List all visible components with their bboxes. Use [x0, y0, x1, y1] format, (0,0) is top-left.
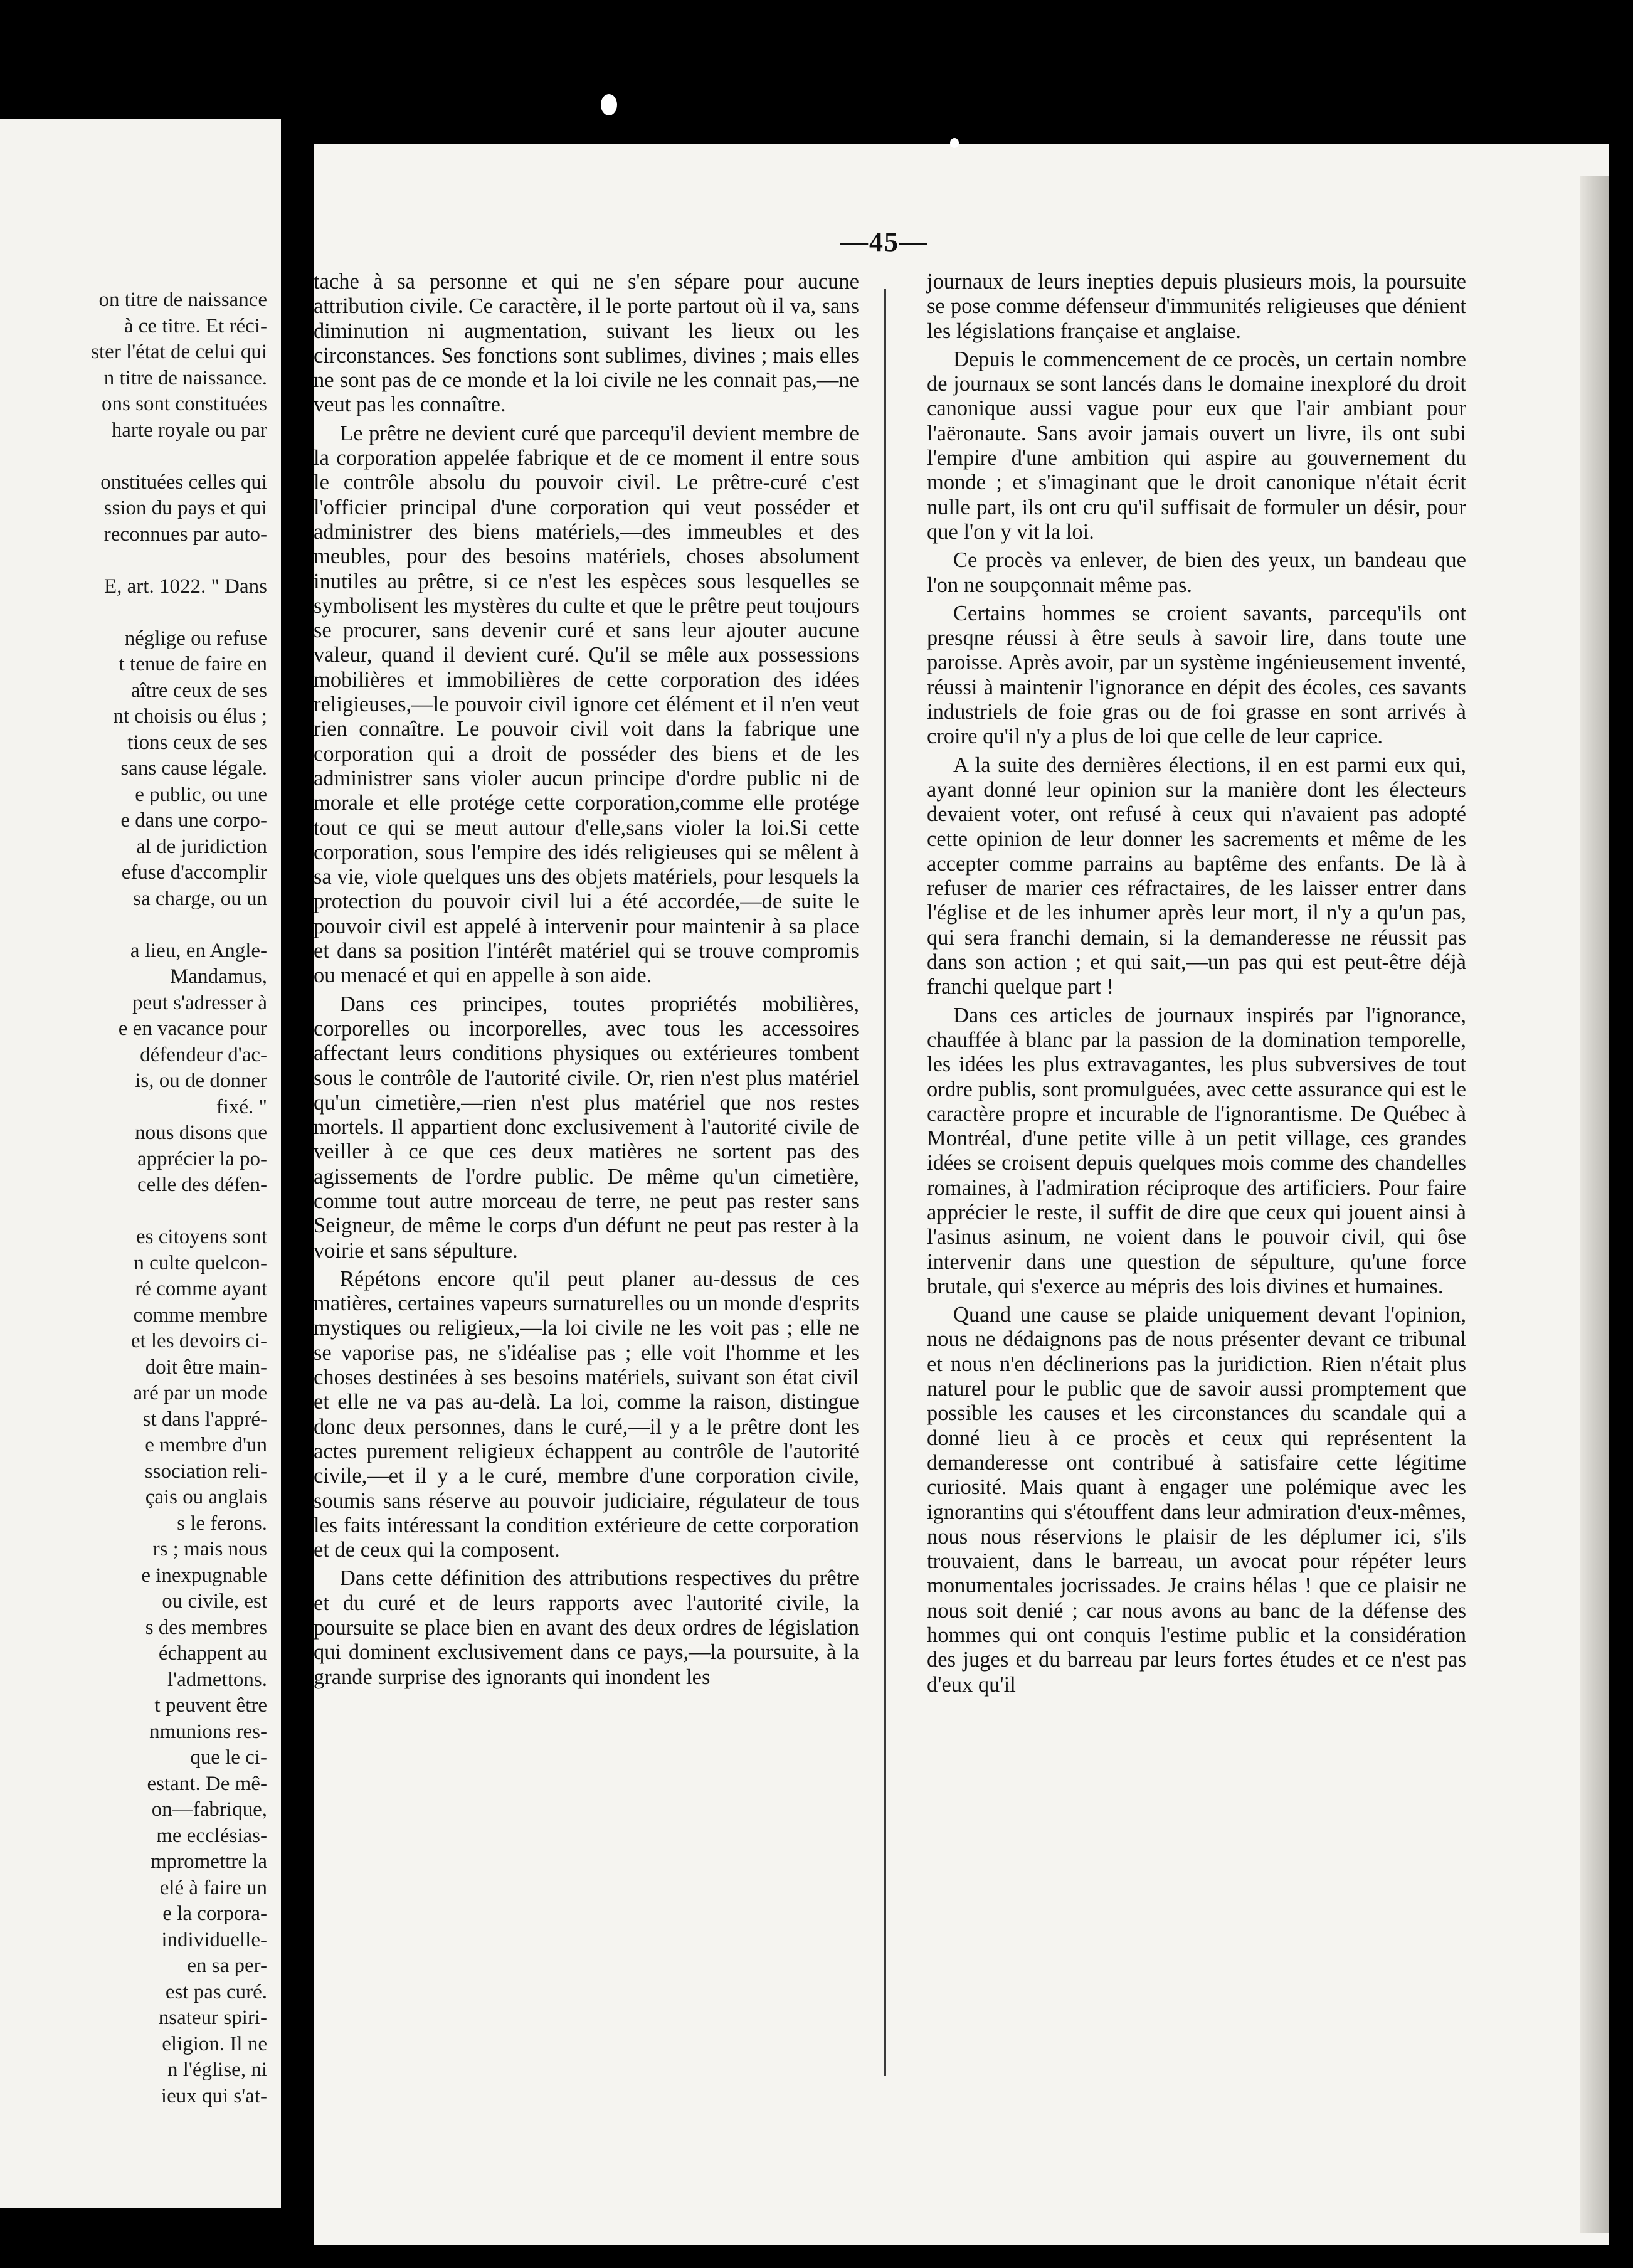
- fragment-line: individuelle-: [161, 1928, 267, 1951]
- fragment-line: efuse d'accomplir: [121, 861, 267, 884]
- fragment-line: néglige ou refuse: [124, 627, 267, 650]
- fragment-line: et les devoirs ci-: [130, 1330, 267, 1352]
- fragment-line: s des membres: [145, 1616, 267, 1639]
- paragraph: Le prêtre ne devient curé que parcequ'il devient membre de la corporation appelée fabrique et de ce moment il entre sous le contrôle absolu du pouvoir civil. Le prêtre-curé c'est l'officier principal d'une corporation qui veut posséder et administrer des biens matériels,—des immeubles et des meubles, pour des besoins matériels, choses absolument inutiles au prêtre, si ce n'est les espèces sous lesquelles se symbolisent les mystères du culte et que le prêtre peut toujours se procurer, sans devenir curé et sans leur ajouter aucune valeur, quand il devient curé. Qu'il se mêle aux possessions mobilières et immobilières de cette corporation des idées religieuses,—le pouvoir civil ignore cet élément et il n'en veut rien connaître. Le pouvoir civil voit dans la fabrique une corporation qui a droit de posséder des biens et de les administrer sans violer aucun principe d'ordre public ni de morale et elle protége cette corporation,comme elle protége tout ce qui se meut autour d'elle,sans violer la loi.Si cette corporation, sous l'empire des idés religieuses qui se mêlent à sa vie, viole quelques uns des objets matériels, pour lesquels la protection du pouvoir civil lui a été accordée,—de suite le pouvoir civil est appelé à intervenir pour maintenir à sa place et dans sa position l'intérêt matériel qui se trouve compromis ou menacé et qui en appelle à son aide.: [314, 421, 859, 988]
- fragment-line: n l'église, ni: [167, 2059, 267, 2081]
- fragment-line: e public, ou une: [135, 783, 267, 806]
- fragment-line: échappent au: [158, 1642, 267, 1665]
- fragment-line: s le ferons.: [177, 1512, 267, 1535]
- fragment-line: e dans une corpo-: [120, 809, 267, 832]
- fragment-line: me ecclésias-: [156, 1824, 267, 1847]
- fragment-line: on titre de naissance: [98, 289, 267, 311]
- fragment-line: reconnues par auto-: [103, 522, 267, 546]
- fragment-line: on—fabrique,: [151, 1798, 267, 1821]
- fragment-line: eligion. Il ne: [162, 2032, 267, 2055]
- fragment-line: celle des défen-: [137, 1174, 267, 1196]
- fragment-line: t tenue de faire en: [119, 653, 267, 676]
- fragment-line: al de juridiction: [136, 835, 267, 858]
- paragraph: Quand une cause se plaide uniquement devant l'opinion, nous ne dédaignons pas de nous présenter devant ce tribunal et nous n'en déclinerions pas la juridiction. Rien n'était plus naturel pour le public que de savoir aussi promptement que possible les causes et les circonstances du scandale qui a donné lieu à ce procès et ceux qui représentent la demanderesse ont contribué à satisfaire cette légitime curiosité. Mais quant à engager une polémique avec les ignorantins qui s'étouffent dans leur admiration d'eux-mêmes, nous nous réservions le plaisir de les déplumer ici, s'ils trouvaient, dans le barreau, un avocat pour répéter leurs monumentales jocrissades. Je crains hélas ! que ce plaisir ne nous soit denié ; car nous avons au banc de la défense des hommes qui ont conquis l'estime public et la considération des juges et du barreau par leurs fortes études et ce n'est pas d'eux qu'il: [927, 1303, 1466, 1697]
- left-page-fragment: [0, 119, 281, 2208]
- fragment-line: ons sont constituées: [102, 393, 267, 415]
- fragment-line: Mandamus,: [170, 965, 267, 988]
- fragment-line: sa charge, ou un: [133, 887, 267, 910]
- fragment-line: t peuvent être: [154, 1694, 267, 1717]
- fragment-line: défendeur d'ac-: [140, 1043, 267, 1066]
- paragraph: Depuis le commencement de ce procès, un certain nombre de journaux se sont lancés dans le domaine inexploré du droit canonique aussi vague pour eux que l'air ambiant pour l'aëronaute. Sans avoir jamais ouvert un livre, ils ont subi l'empire d'une ambition qui aspire au gouvernement du monde ; et s'imaginant que le droit canonique n'était écrit nulle part, ils ont cru qu'il suffisait de formuler un désir, pour que l'on y vit la loi.: [927, 347, 1466, 544]
- paragraph: A la suite des dernières élections, il en est parmi eux qui, ayant donné leur opinion sur la manière dont les électeurs devaient voter, ont refusé à ceux qui n'avaient pas adopté cette opinion de leur donner les sacrements et même de les accepter comme parrains au baptême des enfants. De là à refuser de marier ces réfractaires, de les laisser entrer dans l'église et de les inhumer après leur mort, il n'y a qu'un pas, qui sera franchi demain, si la demanderesse ne réussit pas dans son action ; et qui sait,—un pas qui est peut-être déjà franchi quelque part !: [927, 753, 1466, 999]
- speck-mark: [950, 138, 959, 148]
- fragment-line: ou civile, est: [162, 1590, 267, 1613]
- fragment-line: a lieu, en Angle-: [130, 939, 267, 962]
- fragment-line: harte royale ou par: [111, 418, 267, 442]
- fragment-line: çais ou anglais: [145, 1486, 267, 1508]
- fragment-line: mpromettre la: [150, 1850, 267, 1873]
- fragment-line: fixé. ": [216, 1095, 267, 1118]
- fragment-line: aré par un mode: [133, 1382, 267, 1404]
- fragment-line: nous disons que: [135, 1121, 267, 1144]
- page-edge: [1580, 176, 1609, 2233]
- fragment-line: est pas curé.: [165, 1980, 267, 2003]
- fragment-line: e membre d'un: [145, 1434, 267, 1456]
- page-number: —45—: [840, 226, 928, 257]
- fragment-line: n culte quelcon-: [134, 1251, 267, 1274]
- fragment-line: e inexpugnable: [141, 1564, 267, 1587]
- fragment-line: ieux qui s'at-: [161, 2084, 267, 2107]
- fragment-line: rs ; mais nous: [152, 1538, 267, 1561]
- text-column-left: [314, 270, 859, 1693]
- fragment-line: nt choisis ou élus ;: [113, 705, 267, 728]
- fragment-line: estant. De mê-: [147, 1772, 267, 1795]
- fragment-line: e en vacance pour: [118, 1017, 267, 1040]
- fragment-line: ssociation reli-: [144, 1460, 267, 1483]
- paragraph: Répétons encore qu'il peut planer au-dessus de ces matières, certaines vapeurs surnaturelles ou un monde d'esprits mystiques ou religieux,—la loi civile ne les voit pas ; elle ne se vaporise pas, ne s'idéalise pas ; elle voit l'homme et les choses destinées à ses besoins matériels, suivant son état civil et elle ne va pas au-delà. La loi, comme la raison, distingue donc deux personnes, dans le curé,—il y a le prêtre dont les actes purement religieux échappent au contrôle de l'autorité civile,—et il y a le curé, membre d'une corporation civile, soumis sans réserve au pouvoir judiciaire, régulateur de tous les faits intéressant la condition extérieure de cette corporation et de ceux qui la composent.: [314, 1266, 859, 1562]
- fragment-line: peut s'adresser à: [132, 991, 267, 1014]
- speck-mark: [601, 94, 617, 115]
- fragment-line: tions ceux de ses: [127, 731, 267, 754]
- fragment-line: à ce titre. Et réci-: [124, 314, 267, 337]
- fragment-line: que le ci-: [190, 1746, 267, 1769]
- fragment-line: e la corpora-: [162, 1902, 267, 1925]
- paragraph: Certains hommes se croient savants, parcequ'ils ont presqne réussi à être seuls à savoir lire, dans toute une paroisse. Après avoir, par un système ingénieusement inventé, réussi à maintenir l'ignorance en dépit des écoles, ces savants industriels de foie gras ou de foi grasse en sont arrivés à croire qu'il n'y a plus de loi que celle de leur caprice.: [927, 601, 1466, 749]
- paragraph: Dans ces principes, toutes propriétés mobilières, corporelles ou incorporelles, avec tous les accessoires affectant leurs conditions physiques ou extérieures tombent sous le contrôle de l'autorité civile. Or, rien n'est plus matériel qu'un cimetière,—rien n'est plus matériel que nos restes mortels. Il appartient donc exclusivement à l'autorité civile de veiller à ce que ces deux matières ne sortent pas des agissements de l'ordre public. De même qu'un cimetière, comme tout autre morceau de terre, ne peut pas rester sans Seigneur, de même le corps d'un défunt ne peut pas rester à la voirie et sans sépulture.: [314, 992, 859, 1263]
- fragment-line: is, ou de donner: [135, 1069, 267, 1092]
- fragment-line: elé à faire un: [159, 1876, 267, 1899]
- fragment-line: sans cause légale.: [120, 757, 267, 780]
- fragment-line: onstituées celles qui: [100, 470, 267, 494]
- fragment-line: en sa per-: [187, 1954, 267, 1977]
- paragraph: tache à sa personne et qui ne s'en sépare pour aucune attribution civile. Ce caractère, il le porte partout où il va, sans diminution ni augmentation, suivant les lieux ou les circonstances. Ses fonctions sont sublimes, divines ; mais elles ne sont pas de ce monde et la loi civile ne les connait pas,—ne veut pas les connaître.: [314, 270, 859, 417]
- paragraph: journaux de leurs inepties depuis plusieurs mois, la poursuite se pose comme défenseur d'immunités religieuses que dénient les législations française et anglaise.: [927, 270, 1466, 343]
- paragraph: Dans cette définition des attributions respectives du prêtre et du curé et de leurs rapports avec l'autorité civile, la poursuite se place bien en avant des deux ordres de législation qui dominent exclusivement dans ce pays,—la poursuite, à la grande surprise des ignorants qui inondent les: [314, 1566, 859, 1689]
- fragment-line: ré comme ayant: [135, 1278, 267, 1300]
- fragment-line: comme membre: [133, 1303, 267, 1327]
- text-column-right: [927, 270, 1466, 1701]
- fragment-line: ster l'état de celui qui: [91, 341, 267, 363]
- fragment-line: nsateur spiri-: [158, 2006, 267, 2029]
- fragment-line: E, art. 1022. " Dans: [103, 575, 267, 598]
- fragment-line: ssion du pays et qui: [103, 497, 267, 519]
- paragraph: Ce procès va enlever, de bien des yeux, un bandeau que l'on ne soupçonnait même pas.: [927, 548, 1466, 597]
- fragment-line: nmunions res-: [149, 1720, 267, 1743]
- fragment-line: doit être main-: [145, 1355, 267, 1379]
- column-divider: [884, 289, 886, 2076]
- paragraph: Dans ces articles de journaux inspirés par l'ignorance, chauffée à blanc par la passion de la domination temporelle, les idées les plus extravagantes, les plus subversives de tout ordre publis, sont promulguées, avec cette assurance qui est le caractère propre et incurable de l'ignorantisme. De Québec à Montréal, d'une petite ville à un petit village, ces grandes idées se croisent depuis quelques mois comme des chandelles romaines, à l'admiration réciproque des artificiers. Pour faire apprécier le reste, il suffit de dire que ceux qui jouent ainsi à l'asinus asinum, ne voient dans le pouvoir civil, qui ôse intervenir dans une question de sépulture, qu'une force brutale, qui s'exerce au mépris des lois divines et humaines.: [927, 1003, 1466, 1298]
- fragment-line: es citoyens sont: [136, 1226, 267, 1248]
- fragment-line: l'admettons.: [167, 1668, 267, 1691]
- fragment-line: apprécier la po-: [137, 1147, 267, 1170]
- fragment-line: st dans l'appré-: [142, 1407, 267, 1431]
- fragment-line: aître ceux de ses: [130, 679, 267, 702]
- fragment-line: n titre de naissance.: [103, 366, 267, 389]
